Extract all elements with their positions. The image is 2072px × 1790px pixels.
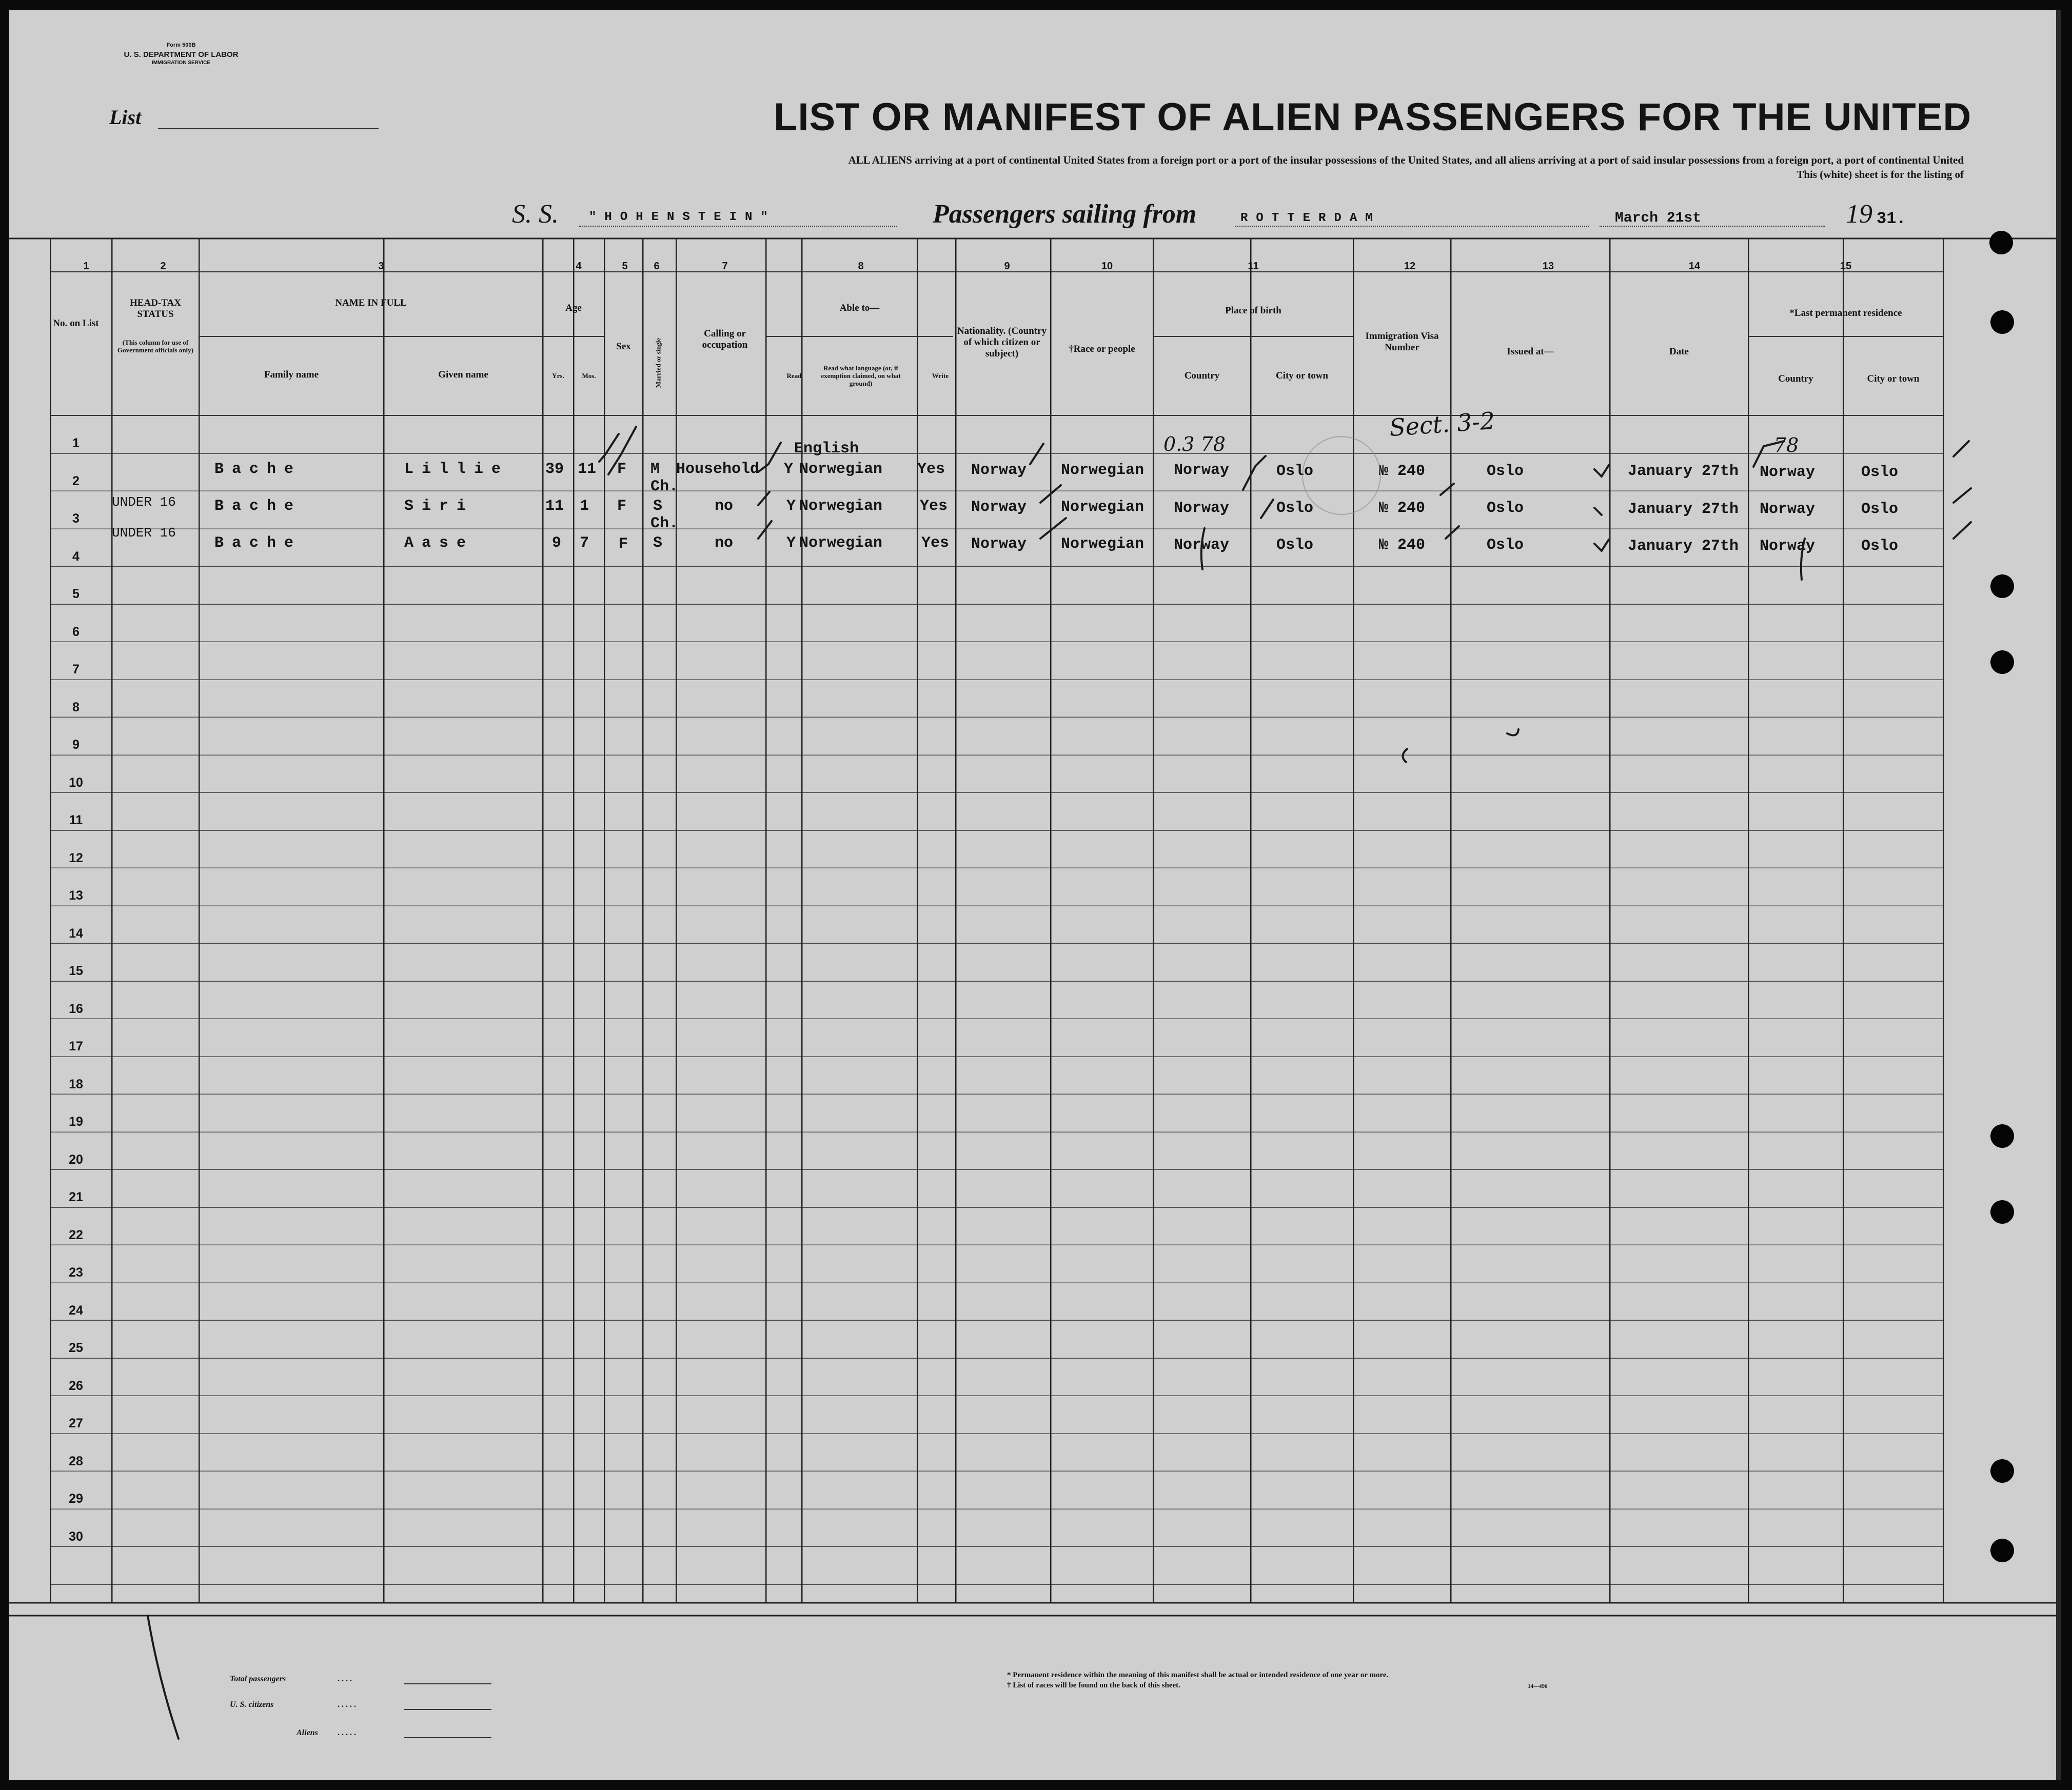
birth-country: Norway (1174, 462, 1230, 479)
row-number: 2 (72, 474, 80, 488)
birth-country: Norway (1174, 500, 1230, 517)
issued-at: Oslo (1487, 463, 1524, 480)
header-visa: Immigration Visa Number (1365, 331, 1439, 353)
residence-country: Norway (1760, 538, 1816, 555)
read-language: Norwegian (799, 534, 883, 552)
row-number: 22 (69, 1228, 83, 1242)
column-number: 2 (160, 261, 166, 272)
age-months: 11 (578, 461, 597, 478)
header-able-to: Able to— (839, 303, 880, 313)
birth-country: Norway (1174, 536, 1230, 554)
row-number: 8 (72, 700, 80, 714)
header-head-tax: HEAD-TAX STATUS (130, 297, 181, 320)
year-suffix: 31. (1877, 209, 1906, 228)
header-married-single: Married or single (654, 337, 662, 388)
row-number: 16 (69, 1002, 83, 1016)
issued-date: January 27th (1628, 538, 1739, 555)
age-months: 1 (580, 498, 589, 515)
given-name: Siri (404, 498, 475, 515)
residence-country: Norway (1760, 501, 1816, 518)
family-name: Bache (214, 461, 302, 478)
sex: F (617, 461, 627, 478)
footer-note-races: † List of races will be found on the back of this sheet. (1007, 1681, 1180, 1689)
row-number: 20 (69, 1152, 83, 1167)
manifest-subtitle-2: This (white) sheet is for the listing of (1797, 168, 1964, 181)
header-read: Read (786, 372, 802, 380)
header-age-years: Yrs. (552, 372, 564, 380)
footer-total-line (404, 1683, 491, 1684)
column-number: 3 (378, 261, 384, 272)
binder-hole (1990, 1200, 2014, 1224)
footer-dots: . . . . (338, 1675, 352, 1683)
can-read: Y (786, 498, 796, 515)
read-language: Norwegian (799, 461, 883, 478)
row-number: 15 (69, 964, 83, 978)
header-last-residence: *Last permanent residence (1789, 308, 1902, 319)
residence-country: Norway (1760, 464, 1816, 481)
row-number: 25 (69, 1341, 83, 1355)
age-years: 39 (545, 461, 564, 478)
column-number: 15 (1840, 261, 1852, 272)
footer-dots: . . . . . (338, 1728, 356, 1737)
row-number: 21 (69, 1190, 83, 1204)
header-read-language: Read what language (or, if exemption claimed, on what ground) (821, 364, 901, 387)
column-number: 10 (1101, 261, 1113, 272)
visa-number: № 240 (1379, 536, 1426, 554)
form-number: Form 500B (166, 42, 196, 48)
nationality: Norway (971, 499, 1027, 516)
header-no-on-list: No. on List (53, 318, 99, 329)
column-number: 4 (576, 261, 582, 272)
header-sex: Sex (616, 341, 631, 352)
age-years: 9 (552, 534, 562, 552)
given-name: Lillie (404, 461, 509, 478)
binder-hole (1990, 650, 2014, 674)
column-number: 14 (1688, 261, 1701, 272)
binder-hole (1990, 1124, 2014, 1148)
header-residence-country: Country (1778, 373, 1813, 384)
can-write: Yes (920, 498, 948, 515)
column-number: 7 (722, 261, 728, 272)
manifest-sheet (9, 10, 2061, 1780)
row-number: 26 (69, 1379, 83, 1393)
can-write: Yes (917, 461, 945, 478)
birth-city: Oslo (1276, 463, 1314, 480)
birth-city: Oslo (1276, 536, 1314, 554)
header-residence-city: City or town (1867, 373, 1920, 384)
binder-hole (1990, 310, 2014, 334)
birth-handwritten-note: 0.3 78 (1163, 433, 1226, 455)
header-issued-at: Issued at— (1507, 346, 1554, 357)
header-date: Date (1669, 346, 1689, 357)
row-number: 29 (69, 1491, 83, 1506)
calling: Household (676, 461, 760, 478)
row-number: 11 (69, 813, 83, 827)
row-number: 12 (69, 851, 83, 865)
year-prefix: 19 (1846, 200, 1872, 229)
sailing-label: Passengers sailing from (933, 200, 1197, 229)
header-birth-country: Country (1184, 370, 1220, 381)
visa-number: № 240 (1379, 463, 1426, 480)
check-marks (9, 10, 2056, 1780)
binder-hole (1989, 231, 2013, 254)
row-number: 1 (72, 436, 80, 450)
row-number: 17 (69, 1039, 83, 1053)
row-number: 14 (69, 926, 83, 941)
visa-handwritten-note: Sect. 3-2 (1388, 406, 1496, 442)
row-number: 7 (72, 662, 80, 677)
read-language: Norwegian (799, 498, 883, 515)
married-status: S (653, 498, 663, 515)
port-name: ROTTERDAM (1240, 211, 1381, 225)
footer-citizens-label: U. S. citizens (230, 1700, 274, 1709)
header-nationality: Nationality. (Country of which citizen or subject) (957, 326, 1047, 359)
footer-note-residence: * Permanent residence within the meaning of this manifest shall be actual or intended residence of one year or more. (1007, 1671, 1389, 1679)
header-head-tax-note: (This column for use of Government officials only) (117, 339, 194, 354)
married-status-extra: Ch. (650, 478, 679, 495)
sex: F (619, 535, 628, 553)
married-status: M (650, 461, 660, 478)
footer-citizens-line (404, 1709, 491, 1710)
ss-label: S. S. (512, 200, 559, 229)
header-age-months: Mos. (582, 372, 596, 380)
issued-date: January 27th (1628, 501, 1739, 518)
nationality: Norway (971, 535, 1027, 553)
residence-handwritten-note: 78 (1774, 434, 1799, 456)
race: Norwegian (1061, 535, 1144, 553)
nationality: Norway (971, 462, 1027, 479)
row-number: 27 (69, 1416, 83, 1430)
footer-aliens-line (404, 1737, 491, 1738)
header-race: †Race or people (1069, 344, 1135, 354)
residence-city: Oslo (1861, 501, 1899, 518)
issued-date: January 27th (1628, 463, 1739, 480)
married-status-extra: Ch. (650, 515, 679, 532)
can-read: Y (786, 534, 796, 552)
race: Norwegian (1061, 499, 1144, 516)
footer-total-label: Total passengers (230, 1675, 286, 1683)
age-months: 7 (580, 534, 589, 552)
column-number: 13 (1542, 261, 1554, 272)
row-number: 28 (69, 1454, 83, 1468)
row-number: 5 (72, 587, 80, 601)
footer-form-code: 14—496 (1528, 1683, 1548, 1689)
race: Norwegian (1061, 462, 1144, 479)
column-number: 1 (83, 261, 89, 272)
row-number: 24 (69, 1303, 83, 1318)
binder-hole (1990, 1539, 2014, 1562)
header-birth-city: City or town (1275, 370, 1329, 381)
header-write: Write (932, 372, 949, 380)
can-write: Yes (921, 534, 950, 552)
sex: F (617, 498, 627, 515)
list-label: List (109, 106, 142, 129)
column-number: 8 (858, 261, 864, 272)
header-name-in-full: NAME IN FULL (335, 297, 407, 308)
row-number: 13 (69, 888, 83, 903)
row-number: 19 (69, 1115, 83, 1129)
married-status: S (653, 534, 663, 552)
header-family-name: Family name (264, 369, 319, 380)
manifest-subtitle: ALL ALIENS arriving at a port of continental United States from a foreign port or a port of the insular possessions of the United States, and all aliens arriving at a port of said insular possessions from a foreign port, a port of continental United (848, 154, 1964, 166)
given-name: Aase (404, 534, 475, 552)
header-calling: Calling or occupation (702, 328, 748, 350)
calling: no (715, 498, 734, 515)
column-number: 12 (1404, 261, 1416, 272)
footer-aliens-label: Aliens (297, 1728, 318, 1737)
row-number: 18 (69, 1077, 83, 1091)
row-number: 23 (69, 1265, 83, 1280)
row-number: 6 (72, 625, 80, 639)
row-number: 4 (72, 549, 80, 564)
row-number: 10 (69, 775, 83, 790)
issued-at: Oslo (1487, 536, 1524, 554)
head-tax-status: UNDER 16 (112, 494, 176, 510)
service-label: IMMIGRATION SERVICE (151, 60, 211, 66)
family-name: Bache (214, 534, 302, 552)
header-age: Age (565, 303, 582, 313)
residence-city: Oslo (1861, 464, 1899, 481)
department-label: U. S. DEPARTMENT OF LABOR (124, 50, 239, 59)
column-number: 9 (1004, 261, 1010, 272)
ship-name: "HOHENSTEIN" (589, 210, 776, 224)
row-number: 9 (72, 738, 80, 752)
can-read: Y (784, 461, 794, 478)
column-number: 11 (1248, 261, 1259, 272)
row-number: 3 (72, 511, 80, 526)
sailing-date: March 21st (1615, 210, 1702, 226)
issued-at: Oslo (1487, 500, 1524, 517)
age-years: 11 (545, 498, 564, 515)
manifest-title: LIST OR MANIFEST OF ALIEN PASSENGERS FOR THE UNITED (774, 95, 1972, 139)
header-place-of-birth: Place of birth (1225, 305, 1281, 316)
ink-stamp (1302, 436, 1381, 515)
visa-number: № 240 (1379, 500, 1426, 517)
calling: no (715, 534, 734, 552)
column-number: 5 (622, 261, 628, 272)
family-name: Bache (214, 498, 302, 515)
column-number: 6 (654, 261, 660, 272)
read-language-extra: English (794, 440, 859, 458)
header-given-name: Given name (438, 369, 488, 380)
residence-city: Oslo (1861, 538, 1899, 555)
head-tax-status: UNDER 16 (112, 525, 176, 541)
row-number: 30 (69, 1529, 83, 1544)
footer-dots: . . . . . (338, 1700, 356, 1709)
binder-hole (1990, 1459, 2014, 1483)
binder-hole (1990, 574, 2014, 598)
birth-city: Oslo (1276, 500, 1314, 517)
